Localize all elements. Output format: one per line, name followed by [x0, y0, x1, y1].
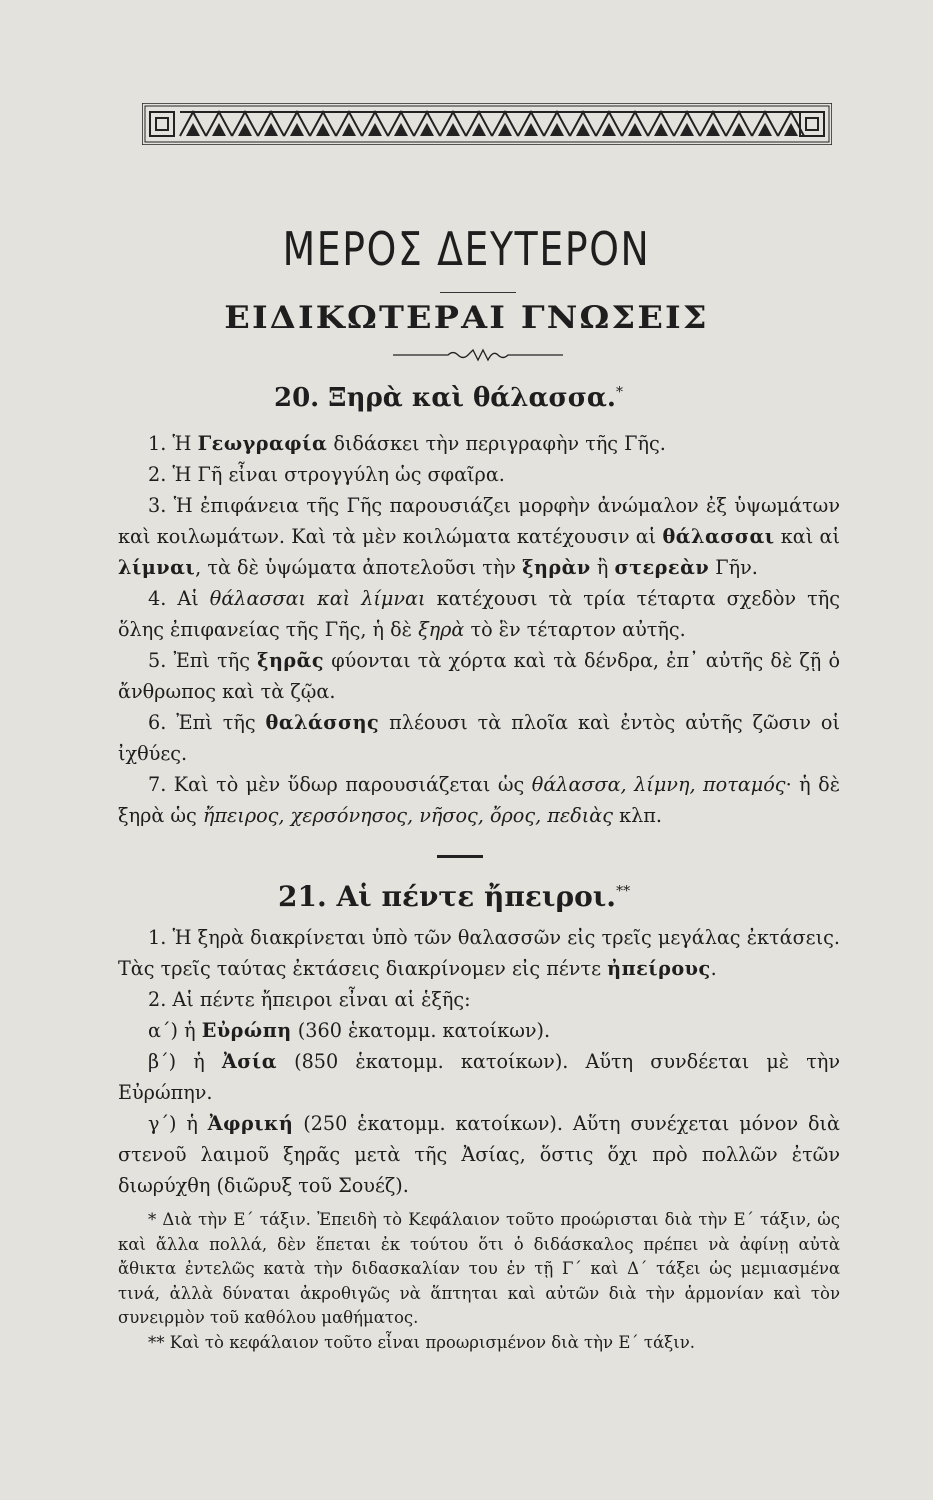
footnotes — [118, 1208, 840, 1355]
list-item-c: γ΄) ἡ Ἀφρική (250 ἑκατομμ. κατοίκων). Αὕτη συνέχεται μόνον διὰ στενοῦ λαιμοῦ ξηρᾶς μετὰ τῆς Ἀσίας, ὅστις ὅχι πρὸ πολλῶν ἐτῶν διωρύχθη (διῶρυξ τοῦ Σουέζ). — [118, 1112, 840, 1197]
part-title: ΜΕΡΟΣ ΔΕΥΤΕΡΟΝ — [282, 222, 651, 276]
paragraph-3: 3. Ἡ ἐπιφάνεια τῆς Γῆς παρουσιάζει μορφὴν ἀνώμαλον ἐξ ὑψωμάτων καὶ κοιλωμάτων. Καὶ τὰ μὲν κοιλώματα κατέχουσιν αἱ θάλασσαι καὶ αἱ λίμναι, τὰ δὲ ὑψώματα ἀποτελοῦσι τὴν ξηρὰν ἢ στερεὰν Γῆν. — [118, 494, 840, 579]
footnote-mark: ** — [616, 883, 631, 900]
chapter-20-heading — [274, 383, 623, 413]
paragraph-7: 7. Καὶ τὸ μὲν ὕδωρ παρουσιάζεται ὡς θάλασσα, λίμνη, ποταμός· ἡ δὲ ξηρὰ ὡς ἤπειρος, χερσόνησος, νῆσος, ὄρος, πεδιὰς κλπ. — [118, 773, 840, 827]
paragraph-1: 1. Ἡ ξηρὰ διακρίνεται ὑπὸ τῶν θαλασσῶν εἰς τρεῖς μεγάλας ἐκτάσεις. Τὰς τρεῖς ταύτας ἐκτάσεις διακρίνομεν εἰς πέντε ἠπείρους. — [118, 926, 840, 980]
list-item-a: α΄) ἡ Εὐρώπη (360 ἑκατομμ. κατοίκων). — [148, 1019, 551, 1042]
chapter-20-body — [118, 428, 840, 831]
paragraph-4: 4. Αἱ θάλασσαι καὶ λίμναι κατέχουσι τὰ τρία τέταρτα σχεδὸν τῆς ὅλης ἐπιφανείας τῆς Γῆς, ἡ δὲ ξηρὰ τὸ ἓν τέταρτον αὐτῆς. — [118, 587, 840, 641]
chapter-20-title: 20. Ξηρὰ καὶ θάλασσα. — [274, 383, 616, 413]
footnote-mark: * — [615, 384, 623, 401]
chapter-21-title: 21. Αἱ πέντε ἤπειροι. — [278, 880, 617, 913]
section-title: ΕΙΔΙΚΩΤΕΡΑΙ ΓΝΩΣΕΙΣ — [224, 300, 709, 336]
footnote-1: * Διὰ τὴν Ε΄ τάξιν. Ἐπειδὴ τὸ Κεφάλαιον τοῦτο προώρισται διὰ τὴν Ε΄ τάξιν, ὡς καὶ ἄλλα πολλά, δὲν ἕπεται ἐκ τούτου ὅτι ὁ διδάσκαλος πρέπει νὰ ἀφίνῃ αὐτὰ ἄθικτα ἐντελῶς κατὰ τὴν διδασκαλίαν του ἐν τῇ Γ΄ καὶ Δ΄ τάξει ὡς μεμιασμένα τινά, ἀλλὰ δύναται ἀκροθιγῶς νὰ ἅπτηται καὶ αὐτῶν διὰ τὴν ἁρμονίαν καὶ τὸν συνειρμὸν τοῦ καθόλου μαθήματος. — [118, 1210, 840, 1327]
paragraph-5: 5. Ἐπὶ τῆς ξηρᾶς φύονται τὰ χόρτα καὶ τὰ δένδρα, ἐπ᾽ αὐτῆς δὲ ζῇ ὁ ἄνθρωπος καὶ τὰ ζῷα. — [118, 649, 840, 703]
list-item-b: β΄) ἡ Ἀσία (850 ἑκατομμ. κατοίκων). Αὕτη συνδέεται μὲ τὴν Εὐρώπην. — [118, 1050, 840, 1104]
title-divider — [440, 292, 516, 293]
chapter-separator — [437, 855, 483, 858]
paragraph-1: 1. Ἡ Γεωγραφία διδάσκει τὴν περιγραφὴν τῆς Γῆς. — [148, 432, 666, 455]
squiggle-ornament — [393, 346, 563, 364]
paragraph-2: 2. Αἱ πέντε ἤπειροι εἶναι αἱ ἑξῆς: — [148, 988, 471, 1011]
paragraph-6: 6. Ἐπὶ τῆς θαλάσσης πλέουσι τὰ πλοῖα καὶ ἐντὸς αὐτῆς ζῶσιν οἱ ἰχθύες. — [118, 711, 840, 765]
chapter-21-body — [118, 922, 840, 1201]
chapter-21-heading — [278, 880, 630, 913]
paragraph-2: 2. Ἡ Γῆ εἶναι στρογγύλη ὡς σφαῖρα. — [148, 463, 505, 486]
footnote-2: ** Καὶ τὸ κεφάλαιον τοῦτο εἶναι προωρισμένον διὰ τὴν Ε΄ τάξιν. — [148, 1332, 695, 1352]
ornamental-header-band — [142, 103, 832, 145]
